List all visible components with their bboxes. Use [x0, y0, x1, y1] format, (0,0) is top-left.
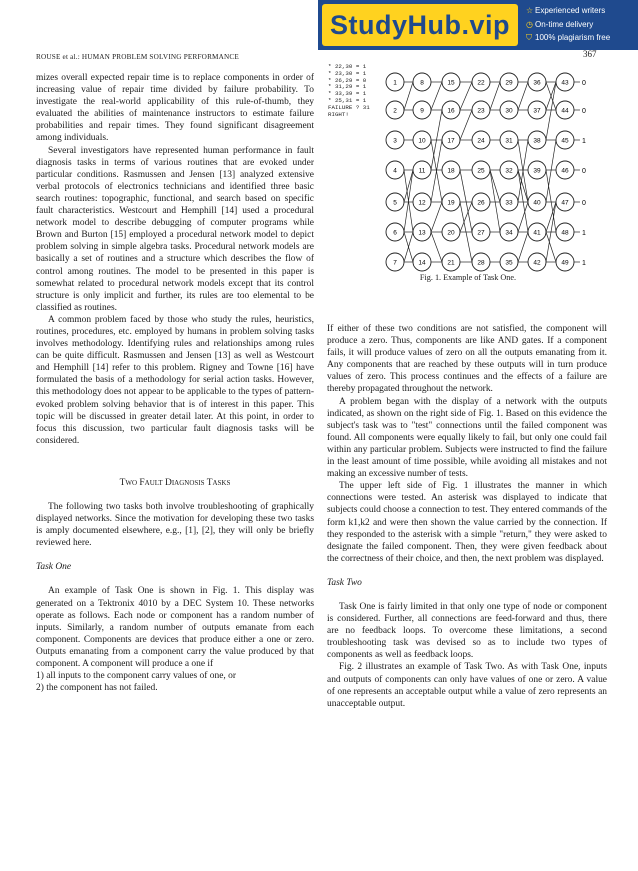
inset-line: RIGHT!	[328, 110, 349, 118]
network-connection	[518, 202, 528, 232]
network-connection	[518, 232, 528, 262]
node-label: 39	[533, 167, 541, 175]
network-connection	[490, 82, 500, 110]
inset-line: * 23,30 = 1	[328, 69, 367, 77]
node-label: 36	[533, 79, 541, 87]
paragraph: Task One is fairly limited in that only one type of node or component is considered. Further, all connections are feed-forward and thus, there are no feedback loops. To overcome these limitations, a second troubleshooting task was devised so as to include two types of components as well as feedback loops.	[327, 601, 607, 661]
running-head: ROUSE et al.: HUMAN PROBLEM SOLVING PERFORMANCE	[36, 53, 240, 61]
node-label: 16	[447, 107, 455, 115]
network-connection	[404, 82, 413, 110]
node-label: 31	[505, 137, 513, 145]
network-connection	[404, 170, 413, 202]
brand-logo[interactable]	[322, 4, 518, 46]
network-connection	[518, 170, 528, 202]
node-label: 5	[393, 199, 397, 207]
network-connection	[460, 110, 472, 140]
network-connection	[431, 232, 442, 262]
paragraph: Several investigators have represented human performance in fault diagnosis tasks in terms of various routines that are evoked under particular conditions. Rasmussen and Jensen [13] analyzed extensive verbal protocols of electronics technicians and identified three basic search routines: topographic, functional, and search based on specific fault characteristics. Westcourt and Hemphill [14] used a procedural network model to describe debugging of computer programs while Brown and Burton [15] employed a procedural network model to depict problem solving in simple algebra tasks. Procedural network models are basically a set of routines and a structure which describes the flow of control among routines. The model to be presented in this paper is somewhat related to procedural network models except that its control structure is only implicit and further, its rules are too elemental to be classified as routines.	[36, 145, 314, 313]
node-label: 30	[505, 107, 513, 115]
network-connection	[460, 170, 472, 232]
node-label: 48	[561, 229, 569, 237]
node-label: 49	[561, 259, 569, 267]
star-icon: ☆	[526, 6, 534, 15]
node-label: 38	[533, 137, 541, 145]
node-label: 32	[505, 167, 513, 175]
node-label: 13	[418, 229, 426, 237]
output-value: 0	[582, 108, 586, 115]
node-label: 23	[477, 107, 485, 115]
node-label: 40	[533, 199, 541, 207]
network-connection	[431, 202, 442, 232]
node-label: 41	[533, 229, 541, 237]
network-connection	[546, 140, 556, 202]
node-label: 3	[393, 137, 397, 145]
network-connection	[431, 82, 442, 110]
brand-name: StudyHub.vip	[330, 10, 510, 40]
list-item: 2) the component has not failed.	[36, 683, 158, 694]
inset-line: * 26,29 = 0	[328, 76, 367, 84]
network-connection	[460, 82, 472, 110]
node-label: 26	[477, 199, 485, 207]
list-item: 1) all inputs to the component carry values of one, or	[36, 671, 236, 682]
node-label: 9	[420, 107, 424, 115]
node-label: 2	[393, 107, 397, 115]
node-label: 44	[561, 107, 569, 115]
node-label: 6	[393, 229, 397, 237]
left-column	[36, 72, 314, 694]
network-connection	[460, 202, 472, 232]
node-label: 28	[477, 259, 485, 267]
shield-icon: ⛉	[526, 33, 532, 42]
output-value: 1	[582, 138, 586, 145]
network-connection	[546, 170, 556, 232]
paragraph: The upper left side of Fig. 1 illustrates the manner in which connections were tested. An asterisk was displayed to indicate that subjects could choose a connection to test. They entered commands of the form k1,k2 and were then shown the value carried by the connection. If they responded to the asterisk with a simple "return," they were asked to designate the failed component. Then, they were given feedback about the correctness of their choice, and then, the next problem was displayed.	[327, 481, 607, 564]
output-value: 1	[582, 260, 586, 267]
node-label: 7	[393, 259, 397, 267]
inset-line: * 31,29 = 1	[328, 83, 367, 91]
page-number: 367	[583, 49, 597, 59]
section-heading: Two Fault Diagnosis Tasks	[119, 477, 231, 488]
node-label: 46	[561, 167, 569, 175]
node-label: 21	[447, 259, 455, 267]
node-label: 14	[418, 259, 426, 267]
node-label: 4	[393, 167, 397, 175]
node-label: 27	[477, 229, 485, 237]
node-label: 18	[447, 167, 455, 175]
paragraph: A problem began with the display of a network with the outputs indicated, as shown on the right side of Fig. 1. Based on this evidence the subject's task was to "test" connections until the failed component was found. All components were equally likely to fail, but only one could fail within any particular problem. Subjects were instructed to find the failure in the least amount of time possible, while avoiding all mistakes and not making an excessive number of tests.	[327, 396, 607, 480]
network-connection	[518, 82, 528, 110]
node-label: 33	[505, 199, 513, 207]
inset-line: FAILURE ? 31	[328, 103, 370, 111]
network-connection	[518, 170, 528, 232]
node-label: 10	[418, 137, 426, 145]
node-label: 29	[505, 79, 513, 87]
paragraph: The following two tasks both involve troubleshooting of graphically displayed networks. Since the motivation for developing these two tasks is amply documented elsewhere, e.g., [1], [2], they will only be briefly reviewed here.	[36, 502, 314, 549]
terminal-inset	[328, 64, 370, 118]
network-connection	[546, 82, 556, 140]
node-label: 47	[561, 199, 569, 207]
node-label: 43	[561, 79, 569, 87]
feature-item: ◷ On-time delivery	[526, 18, 638, 32]
network-connection	[546, 202, 556, 232]
network-connection	[546, 232, 556, 262]
node-label: 24	[477, 137, 485, 145]
node-label: 22	[477, 79, 485, 87]
output-value: 1	[582, 230, 586, 237]
feature-item: ☆ Experienced writers	[526, 4, 638, 18]
paragraph: Fig. 2 illustrates an example of Task Two. As with Task One, inputs and outputs of components can only have values of one or zero. A value of one represents an acceptable output while a value of zero represents an unacceptable output.	[327, 662, 607, 709]
node-label: 45	[561, 137, 569, 145]
output-value: 0	[582, 200, 586, 207]
right-column	[327, 323, 607, 710]
node-label: 25	[477, 167, 485, 175]
paragraph: mizes overall expected repair time is to replace components in order of increasing value of repair time divided by failure probability. To investigate the real-world applicability of this rule-of-thumb, they evaluated the abilities of maintenance instructors to estimate failure probabilities and repair times. They found significant disagreement among individuals.	[36, 73, 314, 144]
subsection-heading: Task Two	[327, 577, 362, 588]
network-connection	[490, 170, 500, 232]
node-label: 8	[420, 79, 424, 87]
node-label: 17	[447, 137, 455, 145]
output-value: 0	[582, 168, 586, 175]
output-value: 0	[582, 80, 586, 87]
node-label: 37	[533, 107, 541, 115]
feature-list	[526, 4, 638, 45]
node-label: 11	[418, 167, 426, 175]
figure-caption: Fig. 1. Example of Task One.	[419, 273, 517, 282]
paragraph: A common problem faced by those who study the rules, heuristics, routines, procedures, etc. employed by humans in problem solving tasks involves methodology. Identifying rules and relationships among rules can be quite difficult. Rasmussen and Jensen [13] as well as Westcourt and Hemphill [14] refer to this problem. Rigney and Towne [16] have formulated the basis of a methodology for serial action tasks. However, this methodology does not appear to be applicable to the types of pattern-evoked problem solving behavior that is of interest in this paper. This topic will be discussed in greater detail later. At this point, in order to focus this discussion, two particular fault diagnosis tasks will be considered.	[36, 314, 314, 446]
ad-banner[interactable]	[318, 0, 638, 50]
subsection-heading: Task One	[36, 562, 72, 573]
node-label: 35	[505, 259, 513, 267]
network-connection	[490, 170, 500, 202]
clock-icon: ◷	[526, 19, 533, 29]
node-label: 34	[505, 229, 513, 237]
feature-item: ⛉ 100% plagiarism free	[526, 31, 638, 45]
inset-line: * 33,39 = 1	[328, 90, 367, 98]
paragraph: If either of these two conditions are not satisfied, the component will produce a zero. Thus, components are like AND gates. If a component fails, it will produce values of zero on all the outputs emanating from it. Any components that are reached by these outputs will in turn produce values of zero. This process continues and the effects of a failure are thereby propagated throughout the network.	[327, 324, 607, 395]
paragraph: An example of Task One is shown in Fig. 1. This display was generated on a Tektronix 4010 by a DEC System 10. These networks operate as follows. Each node or component has a random number of inputs. Similarly, a random number of outputs emanate from each component. Components are devices that produce either a one or zero. Outputs emanating from a component carry the value produced by that component. A component will produce a one if	[36, 586, 314, 670]
node-label: 12	[418, 199, 426, 207]
inset-line: * 22,30 = 1	[328, 63, 367, 70]
node-label: 19	[447, 199, 455, 207]
node-label: 15	[447, 79, 455, 87]
node-label: 20	[447, 229, 455, 237]
inset-line: * 25,31 = 1	[328, 96, 367, 104]
node-label: 42	[533, 259, 541, 267]
node-label: 1	[393, 79, 397, 87]
